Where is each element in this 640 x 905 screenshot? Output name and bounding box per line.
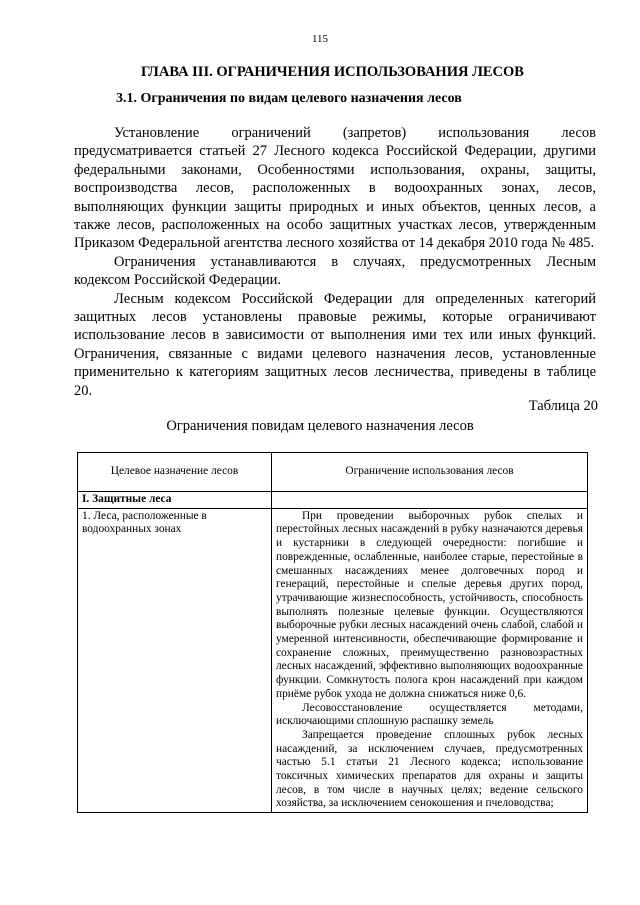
chapter-title: ГЛАВА III. ОГРАНИЧЕНИЯ ИСПОЛЬЗОВАНИЯ ЛЕСОВ [141, 64, 524, 80]
table-group-row [78, 492, 588, 509]
restriction-cell [272, 508, 588, 812]
column-header-restriction: Ограничение использования лесов [272, 453, 588, 492]
purpose-cell: 1. Леса, расположенные в водоохранных зонах [78, 508, 272, 812]
restriction-paragraph: Запрещается проведение сплошных рубок лесных насаждений, за исключением случаев, предусмотренных частью 5.1 статьи 21 Лесного кодекса; использование токсичных химических препаратов для охраны и защиты лесов, в том числе в научных целях; ведение сельского хозяйства, за исключением сенокошения и пчеловодства; [276, 728, 583, 810]
restriction-paragraph: При проведении выборочных рубок спелых и перестойных лесных насаждений в рубку назначаются деревья и кустарники в следующей очередности: погибшие и поврежденные, ослабленные, наиболее старые, перестойные в смешанных насаждениях менее долговечных пород и генераций, перестойные и спелые деревья других пород, утрачивающие жизнеспособность, устойчивость, способность выполнять полезные целевые функции. Осуществляются выборочные рубки лесных насаждений очень слабой, слабой и умеренной интенсивности, обеспечивающие формирование и сохранение сложных, преимущественно разновозрастных лесных насаждений, эффективно выполняющих водоохранные функции. Сомкнутость полога крон насаждений при каждом приёме рубок ухода не должна снижаться ниже 0,6. [276, 509, 583, 700]
table-caption: Ограничения повидам целевого назначения лесов [166, 418, 474, 434]
table-header-row [78, 453, 588, 492]
paragraph: Ограничения устанавливаются в случаях, предусмотренных Лесным кодексом Российской Федерации. [74, 253, 596, 289]
table-label: Таблица 20 [528, 398, 598, 414]
restrictions-table [77, 452, 588, 813]
paragraph: Установление ограничений (запретов) использования лесов предусматривается статьей 27 Лесного кодекса Российской Федерации, другими федеральными законами, Особенностями использования, охраны, защиты, воспроизводства лесов, расположенных в водоохранных зонах, лесов, выполняющих функции защиты природных и иных объектов, ценных лесов, а также лесов, расположенных на особо защитных участках лесов, утвержденным Приказом Федеральной агентства лесного хозяйства от 14 декабря 2010 года № 485. [74, 125, 596, 252]
restriction-paragraph: Лесовосстановление осуществляется методами, исключающими сплошную распашку земель [276, 701, 583, 728]
body-text [74, 124, 596, 400]
group-empty-cell [272, 492, 588, 509]
group-label: I. Защитные леса [78, 492, 272, 509]
table-row [78, 508, 588, 812]
page-number: 115 [311, 33, 329, 45]
column-header-purpose: Целевое назначение лесов [78, 453, 272, 492]
paragraph: Лесным кодексом Российской Федерации для определенных категорий защитных лесов установлены правовые режимы, которые ограничивают использование лесов в зависимости от выполнения ими тех или иных функций. Ограничения, связанные с видами целевого назначения лесов, установленные применительно к категориям защитных лесов лесничества, приведены в таблице 20. [74, 290, 596, 399]
section-title: 3.1. Ограничения по видам целевого назначения лесов [116, 91, 462, 106]
